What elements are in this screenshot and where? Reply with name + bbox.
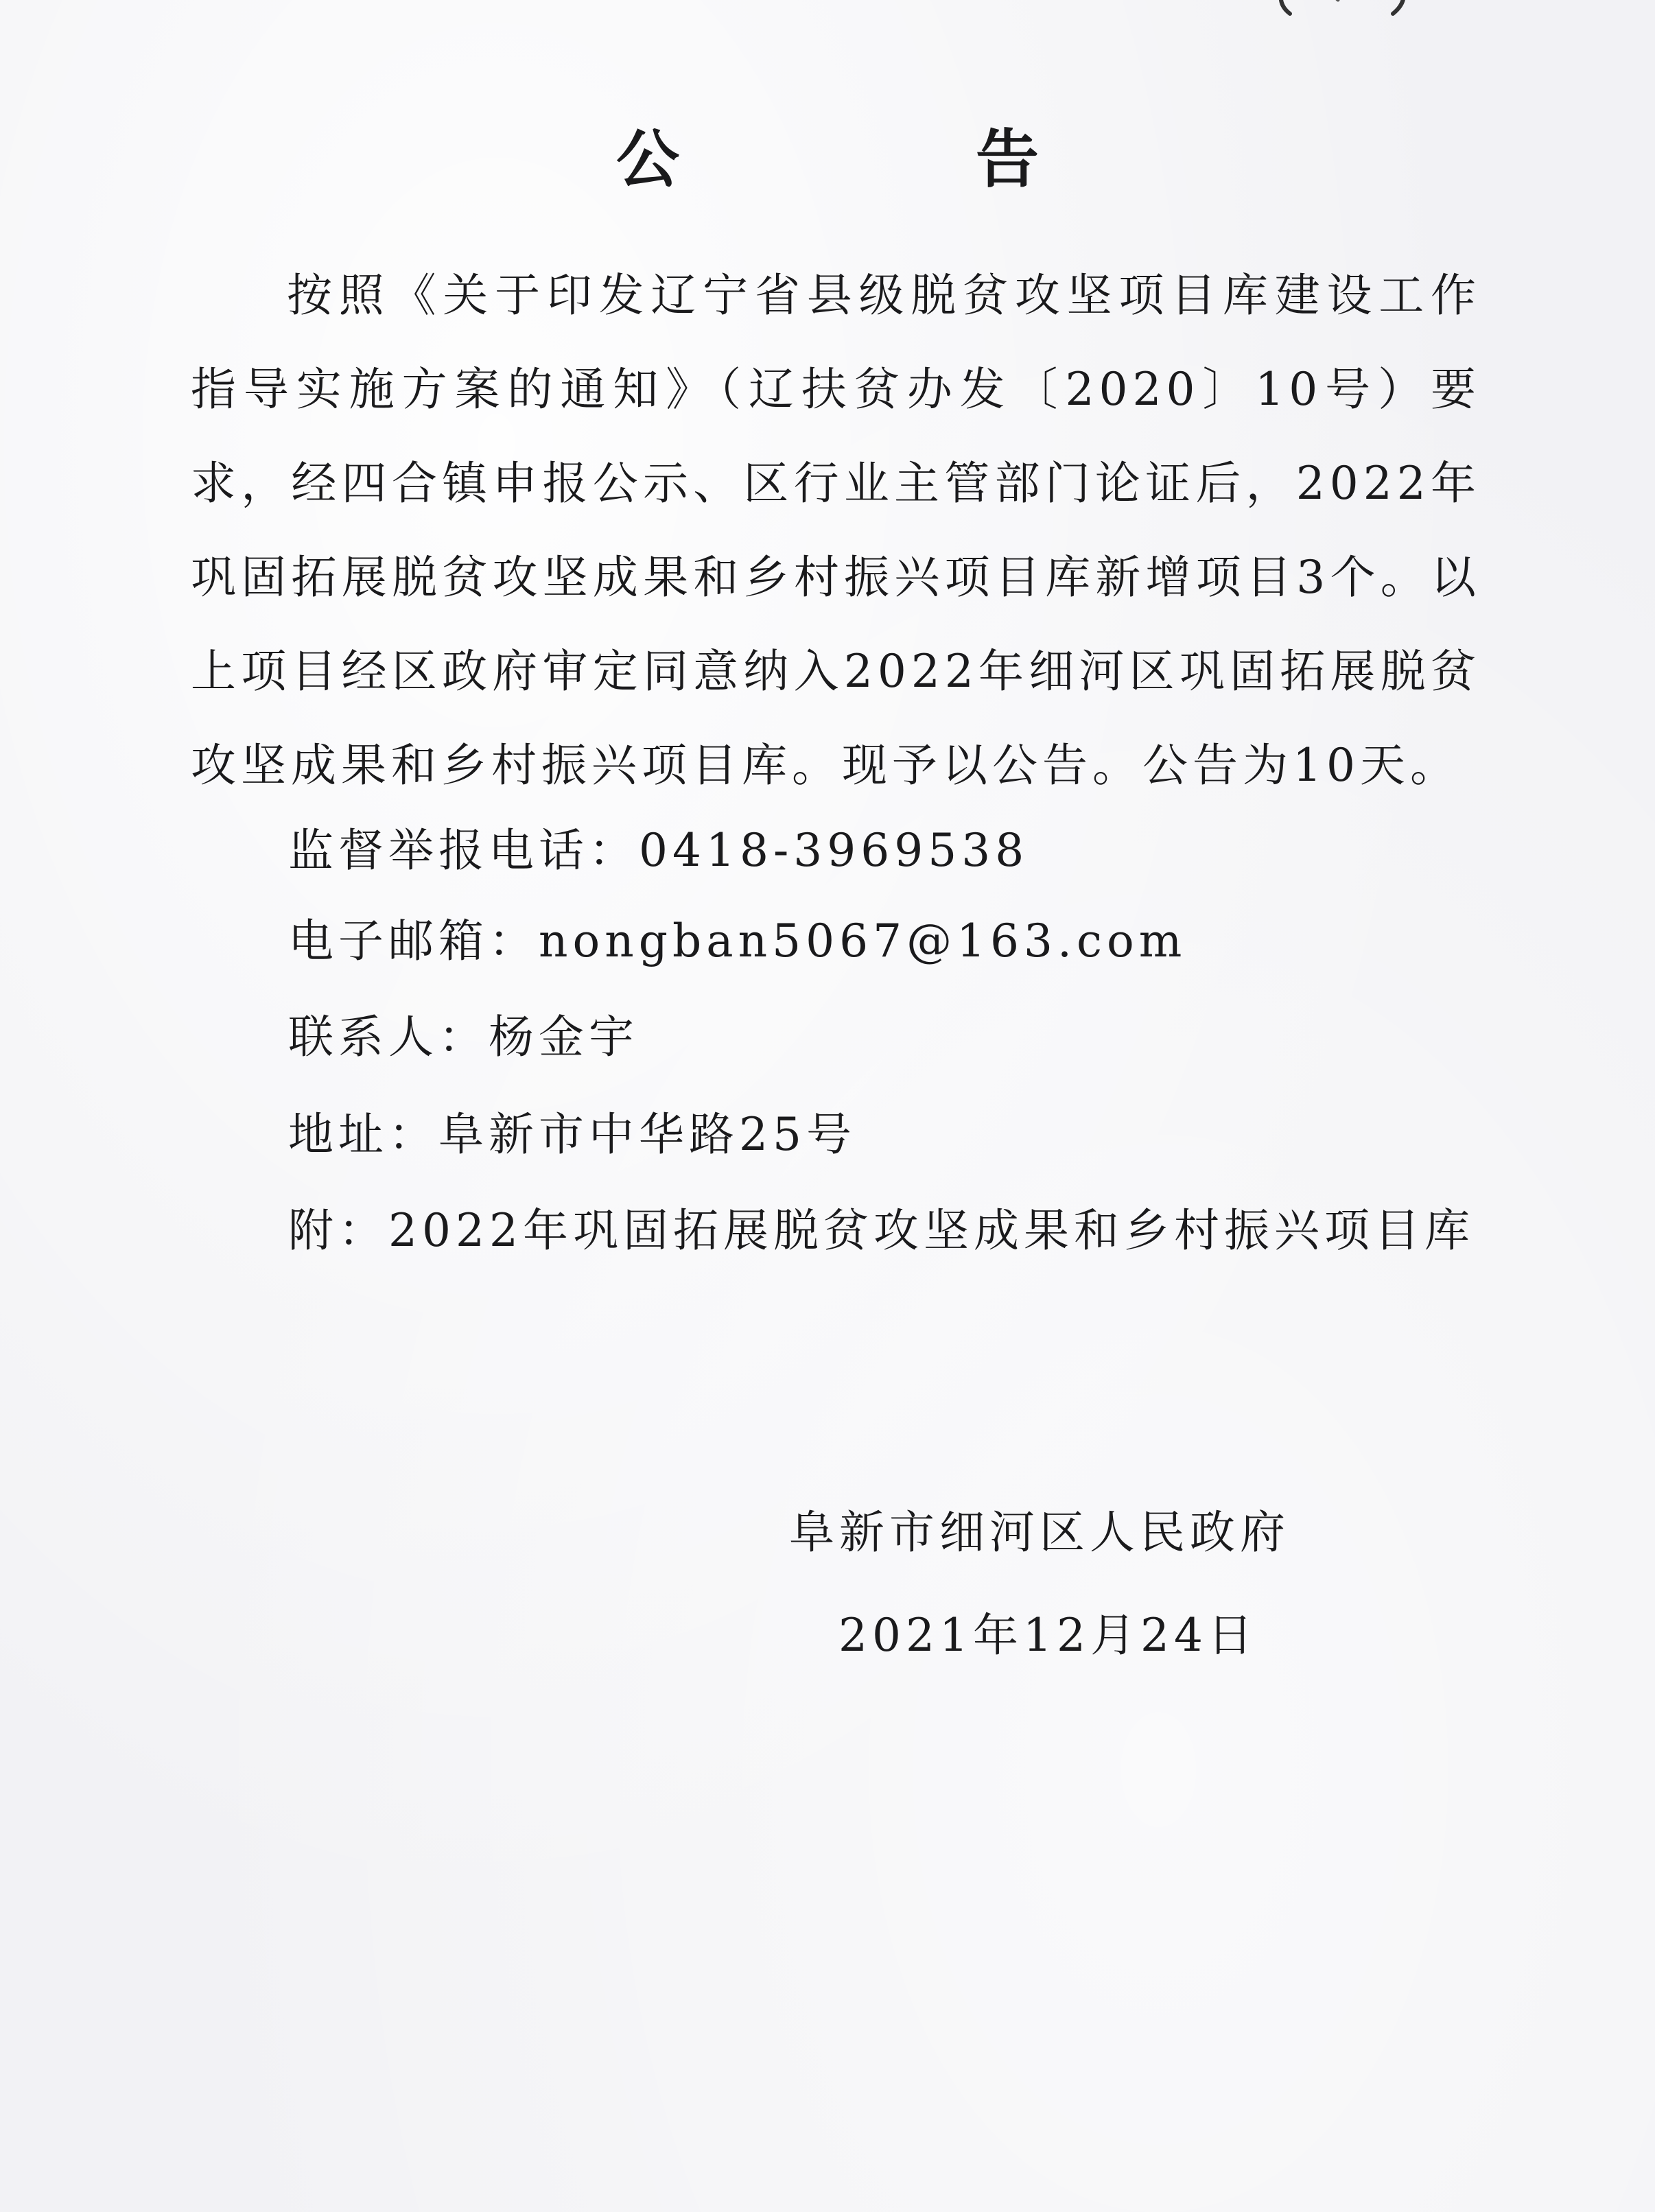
phone-line: 监督举报电话：0418-3969538 (288, 824, 1029, 877)
signature-organization: 阜新市细河区人民政府 (789, 1506, 1290, 1559)
signature-date: 2021年12月24日 (838, 1609, 1258, 1662)
email-line: 电子邮箱：nongban5067@163.com (288, 915, 1187, 967)
notice-body: 按照《关于印发辽宁省县级脱贫攻坚项目库建设工作指导实施方案的通知》（辽扶贫办发〔2020〕10号）要求，经四合镇申报公示、区行业主管部门论证后，2022年巩固拓展脱贫攻坚成果和乡村振兴项目库新增项目3个。以上项目经区政府审定同意纳入2022年细河区巩固拓展脱贫攻坚成果和乡村振兴项目库。现予以公告。公告为10天。 (191, 269, 1481, 792)
notice-title: 公 告 (615, 123, 1177, 196)
address-line: 地址：阜新市中华路25号 (288, 1108, 856, 1161)
contact-line: 联系人：杨金宇 (288, 1011, 639, 1063)
attachment-line: 附：2022年巩固拓展脱贫攻坚成果和乡村振兴项目库 (288, 1204, 1475, 1257)
corner-ink-mark (1269, 0, 1420, 21)
